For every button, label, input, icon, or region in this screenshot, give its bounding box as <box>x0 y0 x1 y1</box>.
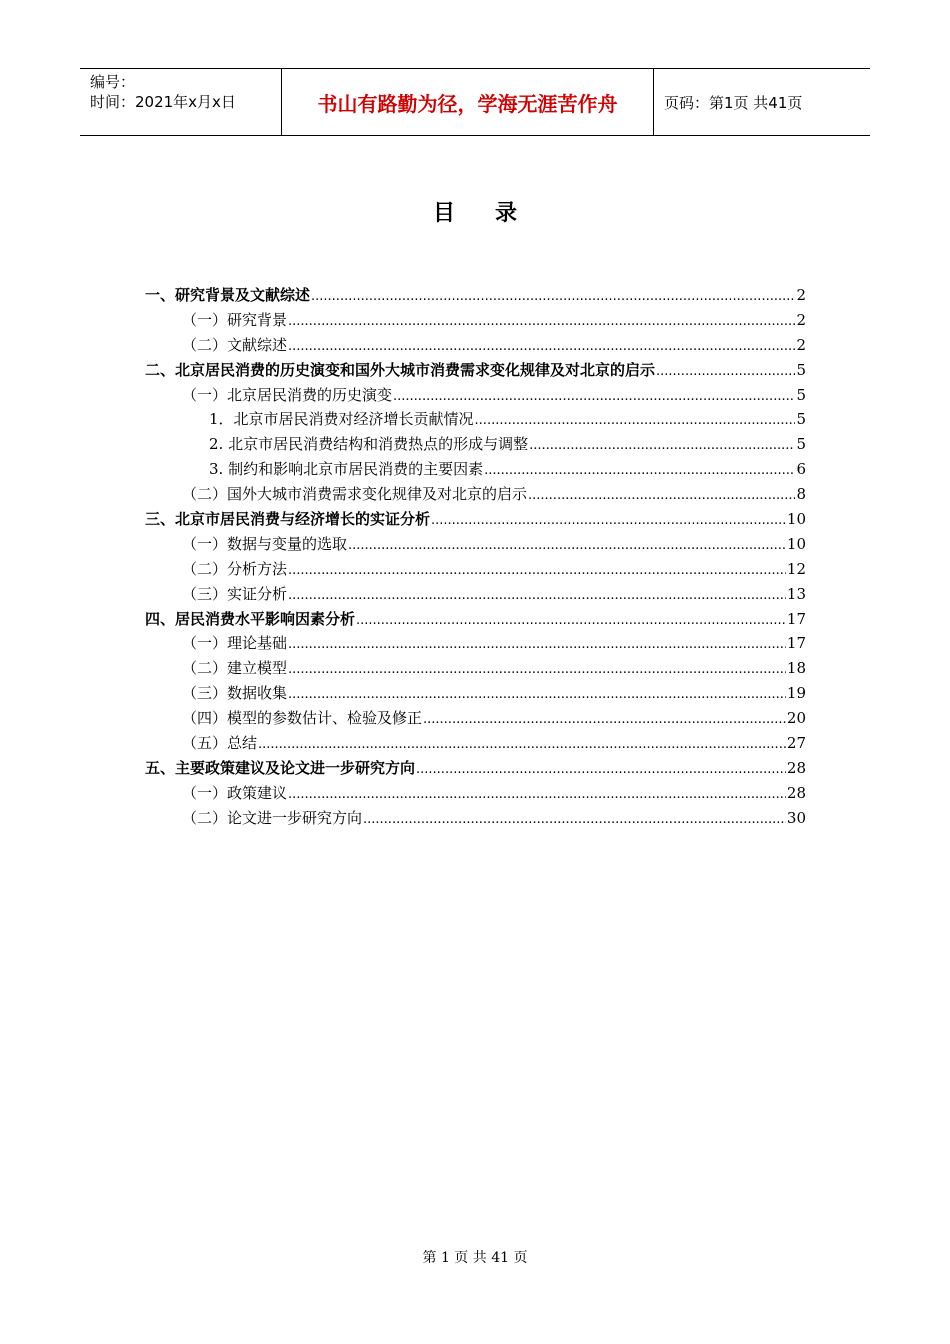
toc-entry-label: （五）总结 <box>182 734 258 753</box>
toc-entry-label: （一）研究背景 <box>182 310 288 329</box>
toc-entry-page: 5 <box>796 435 806 454</box>
toc-leader-dots <box>288 311 795 329</box>
toc-entry-page: 5 <box>796 360 806 379</box>
toc-entry[interactable] <box>145 707 806 732</box>
toc-entry-label: （二）建立模型 <box>182 659 288 678</box>
serial-label: 编号： <box>90 73 136 91</box>
toc-entry[interactable] <box>145 608 806 633</box>
toc-entry-page: 10 <box>786 510 806 529</box>
toc-leader-dots <box>356 610 786 628</box>
toc-leader-dots <box>288 560 786 578</box>
toc-entry[interactable] <box>145 682 806 707</box>
toc-entry[interactable] <box>145 632 806 657</box>
toc-entry-label: （二）论文进一步研究方向 <box>182 808 363 827</box>
toc-entry[interactable] <box>145 359 806 384</box>
toc-entry-label: 五、主要政策建议及论文进一步研究方向 <box>145 758 416 777</box>
toc-entry-label: 1．北京市居民消费对经济增长贡献情况 <box>209 410 474 429</box>
toc-entry[interactable] <box>145 657 806 682</box>
toc-entry-page: 12 <box>786 559 806 578</box>
toc-entry-label: 一、研究背景及文献综述 <box>145 286 311 304</box>
toc-entry-page: 5 <box>796 410 806 429</box>
toc-entry[interactable] <box>145 458 806 483</box>
toc-entry-label: （四）模型的参数估计、检验及修正 <box>182 709 423 728</box>
toc-entry-page: 10 <box>786 534 806 553</box>
toc-leader-dots <box>529 435 795 453</box>
toc-entry-label: （一）数据与变量的选取 <box>182 534 348 553</box>
toc-entry-label: （一）北京居民消费的历史演变 <box>182 385 393 404</box>
toc-entry-label: （二）国外大城市消费需求变化规律及对北京的启示 <box>182 485 528 504</box>
toc-entry[interactable] <box>145 284 806 309</box>
toc-entry-label: 四、居民消费水平影响因素分析 <box>145 609 356 628</box>
toc-entry[interactable] <box>145 384 806 409</box>
toc-leader-dots <box>423 709 786 727</box>
toc-entry-page: 17 <box>786 609 806 628</box>
toc-entry[interactable] <box>145 732 806 757</box>
toc-entry[interactable] <box>145 408 806 433</box>
toc-leader-dots <box>363 809 786 827</box>
toc-entry-label: 2. 北京市居民消费结构和消费热点的形成与调整 <box>209 435 529 454</box>
toc-leader-dots <box>258 734 786 752</box>
toc-leader-dots <box>348 535 786 553</box>
toc-entry[interactable] <box>145 533 806 558</box>
toc-entry-page: 13 <box>786 584 806 603</box>
toc-entry[interactable] <box>145 583 806 608</box>
toc-leader-dots <box>288 659 786 677</box>
toc-entry-page: 8 <box>796 485 806 504</box>
page-title: 目录 <box>432 200 557 226</box>
toc-entry-label: （二）文献综述 <box>182 335 288 354</box>
toc-leader-dots <box>288 585 786 603</box>
toc-leader-dots <box>656 361 795 379</box>
toc-entry[interactable] <box>145 757 806 782</box>
toc-entry-page: 2 <box>796 310 806 329</box>
toc-entry[interactable] <box>145 483 806 508</box>
toc-leader-dots <box>393 386 795 404</box>
toc-entry[interactable] <box>145 807 806 832</box>
header-meta <box>80 69 281 135</box>
toc-entry-page: 19 <box>786 684 806 703</box>
toc-entry-page: 6 <box>796 460 806 479</box>
toc-leader-dots <box>288 684 786 702</box>
toc-entry-page: 5 <box>796 385 806 404</box>
toc-entry-label: （二）分析方法 <box>182 559 288 578</box>
toc-entry-label: （一）理论基础 <box>182 634 288 653</box>
toc-entry-label: （三）数据收集 <box>182 684 288 703</box>
toc-entry-page: 28 <box>786 758 806 777</box>
toc-entry-label: （一）政策建议 <box>182 783 288 802</box>
header-motto-cell <box>281 69 654 135</box>
toc-entry[interactable] <box>145 309 806 334</box>
table-of-contents <box>145 284 806 832</box>
toc-entry-page: 2 <box>796 286 806 304</box>
toc-entry-page: 2 <box>796 335 806 354</box>
toc-leader-dots <box>475 410 796 428</box>
toc-leader-dots <box>431 510 786 528</box>
toc-entry[interactable] <box>145 782 806 807</box>
page-footer: 第 1 页 共 41 页 <box>422 1250 528 1266</box>
toc-entry[interactable] <box>145 334 806 359</box>
time-label: 时间：2021年x月x日 <box>90 93 236 111</box>
header-page-info: 页码：第1页 共41页 <box>664 93 803 112</box>
toc-entry-label: 3. 制约和影响北京市居民消费的主要因素 <box>209 460 484 479</box>
toc-entry-page: 18 <box>786 659 806 678</box>
toc-entry[interactable] <box>145 558 806 583</box>
toc-entry[interactable] <box>145 508 806 533</box>
toc-entry-label: 二、北京居民消费的历史演变和国外大城市消费需求变化规律及对北京的启示 <box>145 360 656 379</box>
toc-entry-label: （三）实证分析 <box>182 584 288 603</box>
header-motto: 书山有路勤为径，学海无涯苦作舟 <box>317 91 618 116</box>
toc-leader-dots <box>528 485 795 503</box>
toc-leader-dots <box>416 759 786 777</box>
toc-leader-dots <box>288 634 786 652</box>
toc-entry-page: 20 <box>786 709 806 728</box>
toc-entry-page: 30 <box>786 808 806 827</box>
toc-entry-label: 三、北京市居民消费与经济增长的实证分析 <box>145 510 431 529</box>
toc-leader-dots <box>288 784 786 802</box>
toc-leader-dots <box>311 286 795 304</box>
toc-entry-page: 28 <box>786 783 806 802</box>
toc-entry[interactable] <box>145 433 806 458</box>
toc-leader-dots <box>484 460 795 478</box>
page-header <box>80 68 870 136</box>
toc-entry-page: 27 <box>786 734 806 753</box>
toc-leader-dots <box>288 336 795 354</box>
toc-entry-page: 17 <box>786 634 806 653</box>
